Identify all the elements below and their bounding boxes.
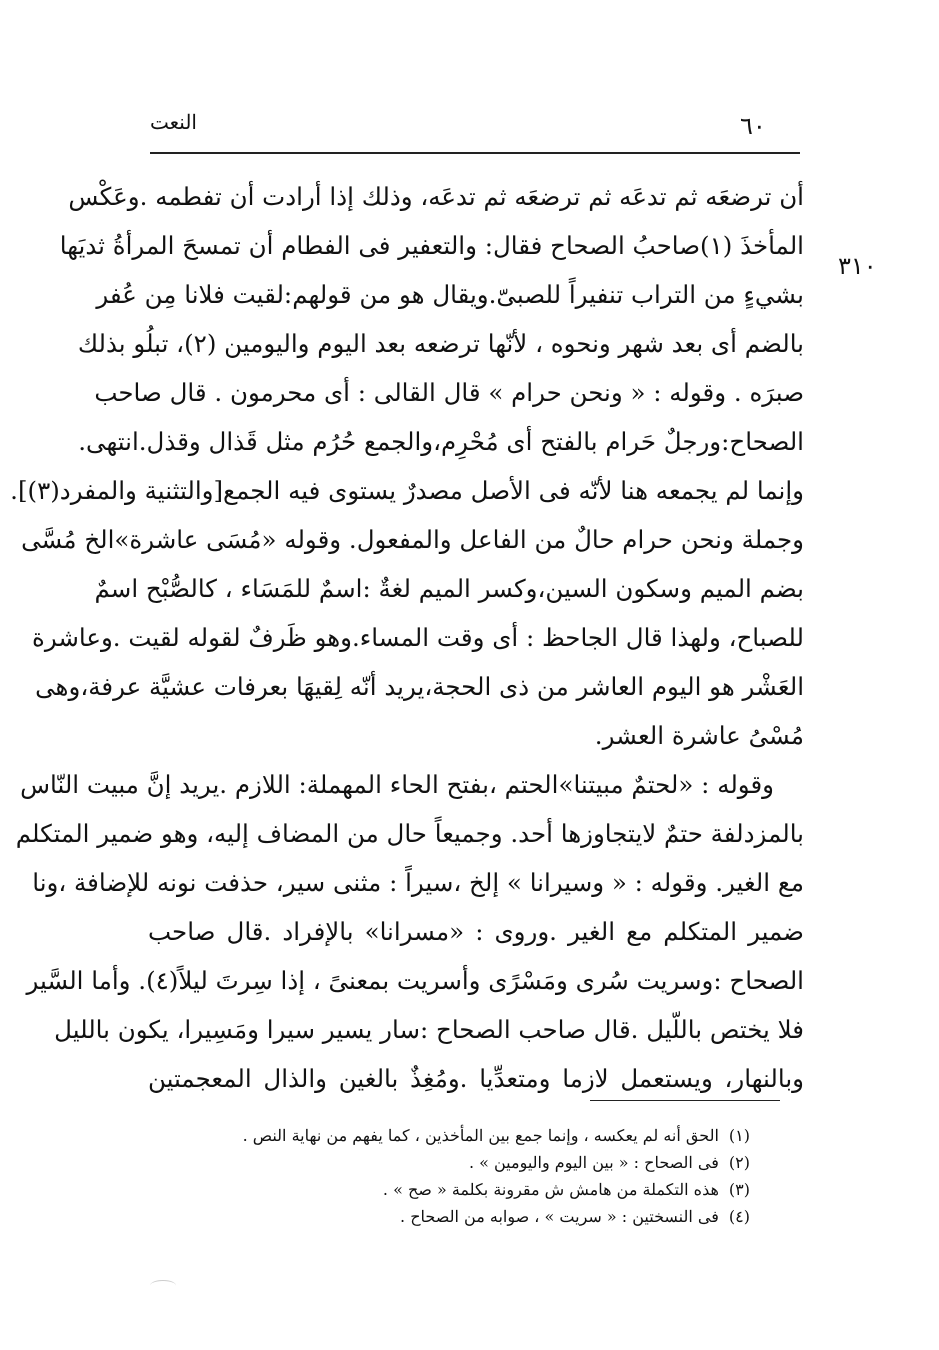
margin-verse-number: ٣١٠: [838, 252, 877, 280]
body-line: للصباح، ولهذا قال الجاحظ : أى وقت المساء.وهو ظَرفٌ لقوله لقيت .وعاشرة: [32, 623, 804, 652]
body-line: وإنما لم يجمعه هنا لأنّه فى الأصل مصدرٌ يستوى فيه الجمع[والتثنية والمفرد(٣)].: [10, 476, 804, 505]
header-rule: [150, 152, 800, 154]
footnote-text: هذه التكملة من هامش ش مقرونة بكلمة « صح » .: [382, 1180, 719, 1199]
body-line: مع الغير. وقوله : « وسيرانا » إلخ ،سيراً : مثنى سير، حذفت نونه للإضافة ،ونا: [32, 868, 804, 897]
footnote-rule: [590, 1100, 780, 1101]
body-line: صبرَه . وقوله : « ونحن حرام » قال القالى : أى محرمون . قال صاحب: [94, 378, 804, 407]
body-line: مُسْىُ عاشرة العشر.: [594, 721, 804, 750]
body-line: الصحاح :وسريت سُرى ومَسْرًى وأسريت بمعنىً ، إذا سِرتَ ليلاً(٤). وأما السَّير: [26, 966, 804, 995]
footnote-text: فى النسختين : « سريت » ، صوابه من الصحاح .: [400, 1207, 719, 1226]
body-line: وقوله : «لحتمٌ مبيتنا»الحتم ،بفتح الحاء المهملة: اللازم .يريد إنَّ مبيت النّاس: [20, 770, 774, 799]
body-line: فلا يختص باللّيل .قال صاحب الصحاح :سار يسير سيرا ومَسِيرا، يكون بالليل: [54, 1015, 804, 1044]
body-line: بضم الميم وسكون السين،وكسر الميم لغةٌ :اسمٌ للمَسَاء ، كالصُّبْح اسمٌ: [94, 574, 804, 603]
footnote-number: (٢): [728, 1153, 750, 1172]
body-line: وجملة ونحن حرام حالٌ من الفاعل والمفعول. وقوله «مُسَى عاشرة»الخ مُسَّى: [21, 525, 804, 554]
body-line: بالمزدلفة حتمٌ لايتجاوزها أحد. وجميعاً حال من المضاف إليه، وهو ضمير المتكلم: [15, 819, 804, 848]
body-line: وبالنهار، ويستعمل لازما ومتعدِّيا .ومُغِذٌ بالغين والذال المعجمتين: [148, 1064, 804, 1093]
footnote-number: (١): [728, 1126, 750, 1145]
body-text: [10, 172, 804, 1103]
body-line: العَشْر هو اليوم العاشر من ذى الحجة،يريد أنّه لِقيهَا بعرفات عشيَّة عرفة،وهى: [35, 672, 804, 701]
footnote-text: الحق أنه لم يعكسه ، وإنما جمع بين المأخذين ، كما يفهم من نهاية النص .: [242, 1126, 719, 1145]
footnotes: [160, 1122, 750, 1230]
body-line: المأخذَ (١)صاحبُ الصحاح فقال: والتعفير فى الفطام أن تمسحَ المرأةُ ثديَها: [59, 231, 804, 260]
footnote: [160, 1176, 750, 1203]
page-number: ٦٠: [740, 112, 766, 140]
body-line: أن ترضعَه ثم تدعَه ثم ترضعَه ثم تدعَه، وذلك إذا أرادت أن تفطمه .وعَكْس: [68, 182, 804, 211]
running-header-title: النعت: [150, 110, 197, 134]
footnote: [160, 1149, 750, 1176]
footnote: [160, 1203, 750, 1230]
footnote-number: (٤): [728, 1207, 750, 1226]
scan-smudge: [150, 1280, 176, 1291]
body-line: بشيءٍ من التراب تنفيراً للصبىّ.ويقال هو من قولهم:لقيت فلانا مِن عُفر: [96, 280, 804, 309]
footnote: [160, 1122, 750, 1149]
footnote-number: (٣): [728, 1180, 750, 1199]
body-line: بالضم أى بعد شهر ونحوه ، لأنّها ترضعه بعد اليوم واليومين (٢)، تبلُو بذلك: [77, 329, 804, 358]
body-line: الصحاح:ورجلٌ حَرام بالفتح أى مُحْرِم،والجمع حُرُم مثل قَذال وقذل.انتهى.: [78, 427, 804, 456]
footnote-text: فى الصحاح : « بين اليوم واليومين » .: [468, 1153, 719, 1172]
body-line: ضمير المتكلم مع الغير .وروى : «مسرانا» بالإفراد .قال صاحب: [148, 917, 804, 946]
